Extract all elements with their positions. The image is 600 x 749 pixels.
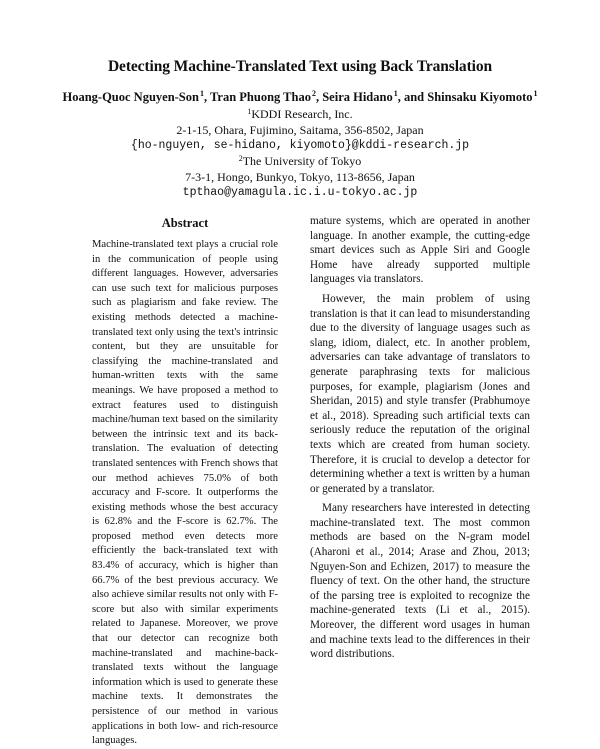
author-affiliation-mark: 1: [393, 89, 398, 98]
affiliation-address: 2-1-15, Ohara, Fujimino, Saitama, 356-8502, Japan: [176, 123, 424, 137]
body-paragraph: mature systems, which are operated in another language. In another example, the cutting-edge smart devices such as Apple Siri and Google Home have already supported multiple languages via translators.: [310, 215, 530, 286]
affiliation-name: $^1$KDDI Research, Inc.: [247, 107, 353, 121]
author-name: Tran Phuong Thao: [210, 90, 311, 104]
affiliation-name: $^2$The University of Tokyo: [238, 154, 362, 168]
affiliation-mark: 1: [247, 107, 252, 116]
author-affiliation-mark: 1: [533, 89, 538, 98]
abstract-text: Machine-translated text plays a crucial role in the communication of people using different languages. However, adversaries can use such text for malicious purposes such as plagiarism and fake review. The existing methods detected a machine-translated text only using the text's intrinsic content, but they are unsuitable for classifying the machine-translated and human-written texts with the same meanings. We have proposed a method to extract features used to distinguish machine/human text based on the similarity between the intrinsic text and its back-translation. The evaluation of detecting translated sentences with French shows that our method achieves 75.0% of both accuracy and F-score. It outperforms the existing methods whose the best accuracy is 62.8% and the F-score is 62.7%. The proposed method even detects more efficiently the back-translated text with 83.4% of accuracy, which is higher than 66.7% of the best previous accuracy. We also achieve similar results not only with F-score but also with similar experiments related to Japanese. Moreover, we prove that our detector can recognize both machine-translated and machine-back-translated texts without the language information which is used to generate these machine texts. It demonstrates the persistence of our method in various applications in both low- and rich-resource languages.: [92, 239, 278, 747]
body-paragraph: Many researchers have interested in detecting machine-translated text. The most common methods are based on the N-gram model (Aharoni et al., 2014; Arase and Zhou, 2013; Nguyen-Son and Echizen, 2017) to measure the fluency of text. On the other hand, the structure of the parsing tree is exploited to recognize the machine-generated texts (Li et al., 2015). Moreover, the different word usages in human and machine texts lead to the differences in their word distributions.: [310, 502, 530, 661]
author-name: Seira Hidano: [322, 90, 393, 104]
body-paragraph: However, the main problem of using translation is that it can lead to misunderstanding due to the diversity of language usages such as slang, idiom, dialect, etc. In another problem, adversaries can take advantage of translators to generate paraphrasing texts for malicious purposes, for example, plagiarism (Jones and Sheridan, 2015) and style transfer (Prabhumoye et al., 2018). Spreading such artificial texts can seriously reduce the reputation of the original texts which are created from human society. Therefore, it is crucial to develop a detector for determining whether a text is written by a human or generated by a translator.: [310, 292, 530, 495]
author-name: Hoang-Quoc Nguyen-Son: [62, 90, 199, 104]
paper-title: Detecting Machine-Translated Text using Back Translation: [107, 58, 493, 75]
author-affiliation-mark: 1: [199, 89, 204, 98]
abstract-heading: Abstract: [161, 216, 209, 230]
body-column: [310, 214, 530, 662]
affiliation-email: tpthao@yamagula.ic.i.u-tokyo.ac.jp: [182, 186, 418, 199]
affiliation-email: {ho-nguyen, se-hidano, kiyomoto}@kddi-research.jp: [130, 139, 470, 152]
affiliation-address: 7-3-1, Hongo, Bunkyo, Tokyo, 113-8656, Japan: [185, 170, 415, 184]
abstract-body: [92, 238, 278, 749]
author-affiliation-mark: 2: [311, 89, 316, 98]
author-list: Hoang-Quoc Nguyen-Son$^1$, Tran Phuong Thao$^2$, Seira Hidano$^1$, and Shinsaku Kiyomoto$^1$: [62, 89, 538, 104]
affiliation-mark: 2: [238, 154, 243, 163]
author-name: Shinsaku Kiyomoto: [427, 90, 533, 104]
